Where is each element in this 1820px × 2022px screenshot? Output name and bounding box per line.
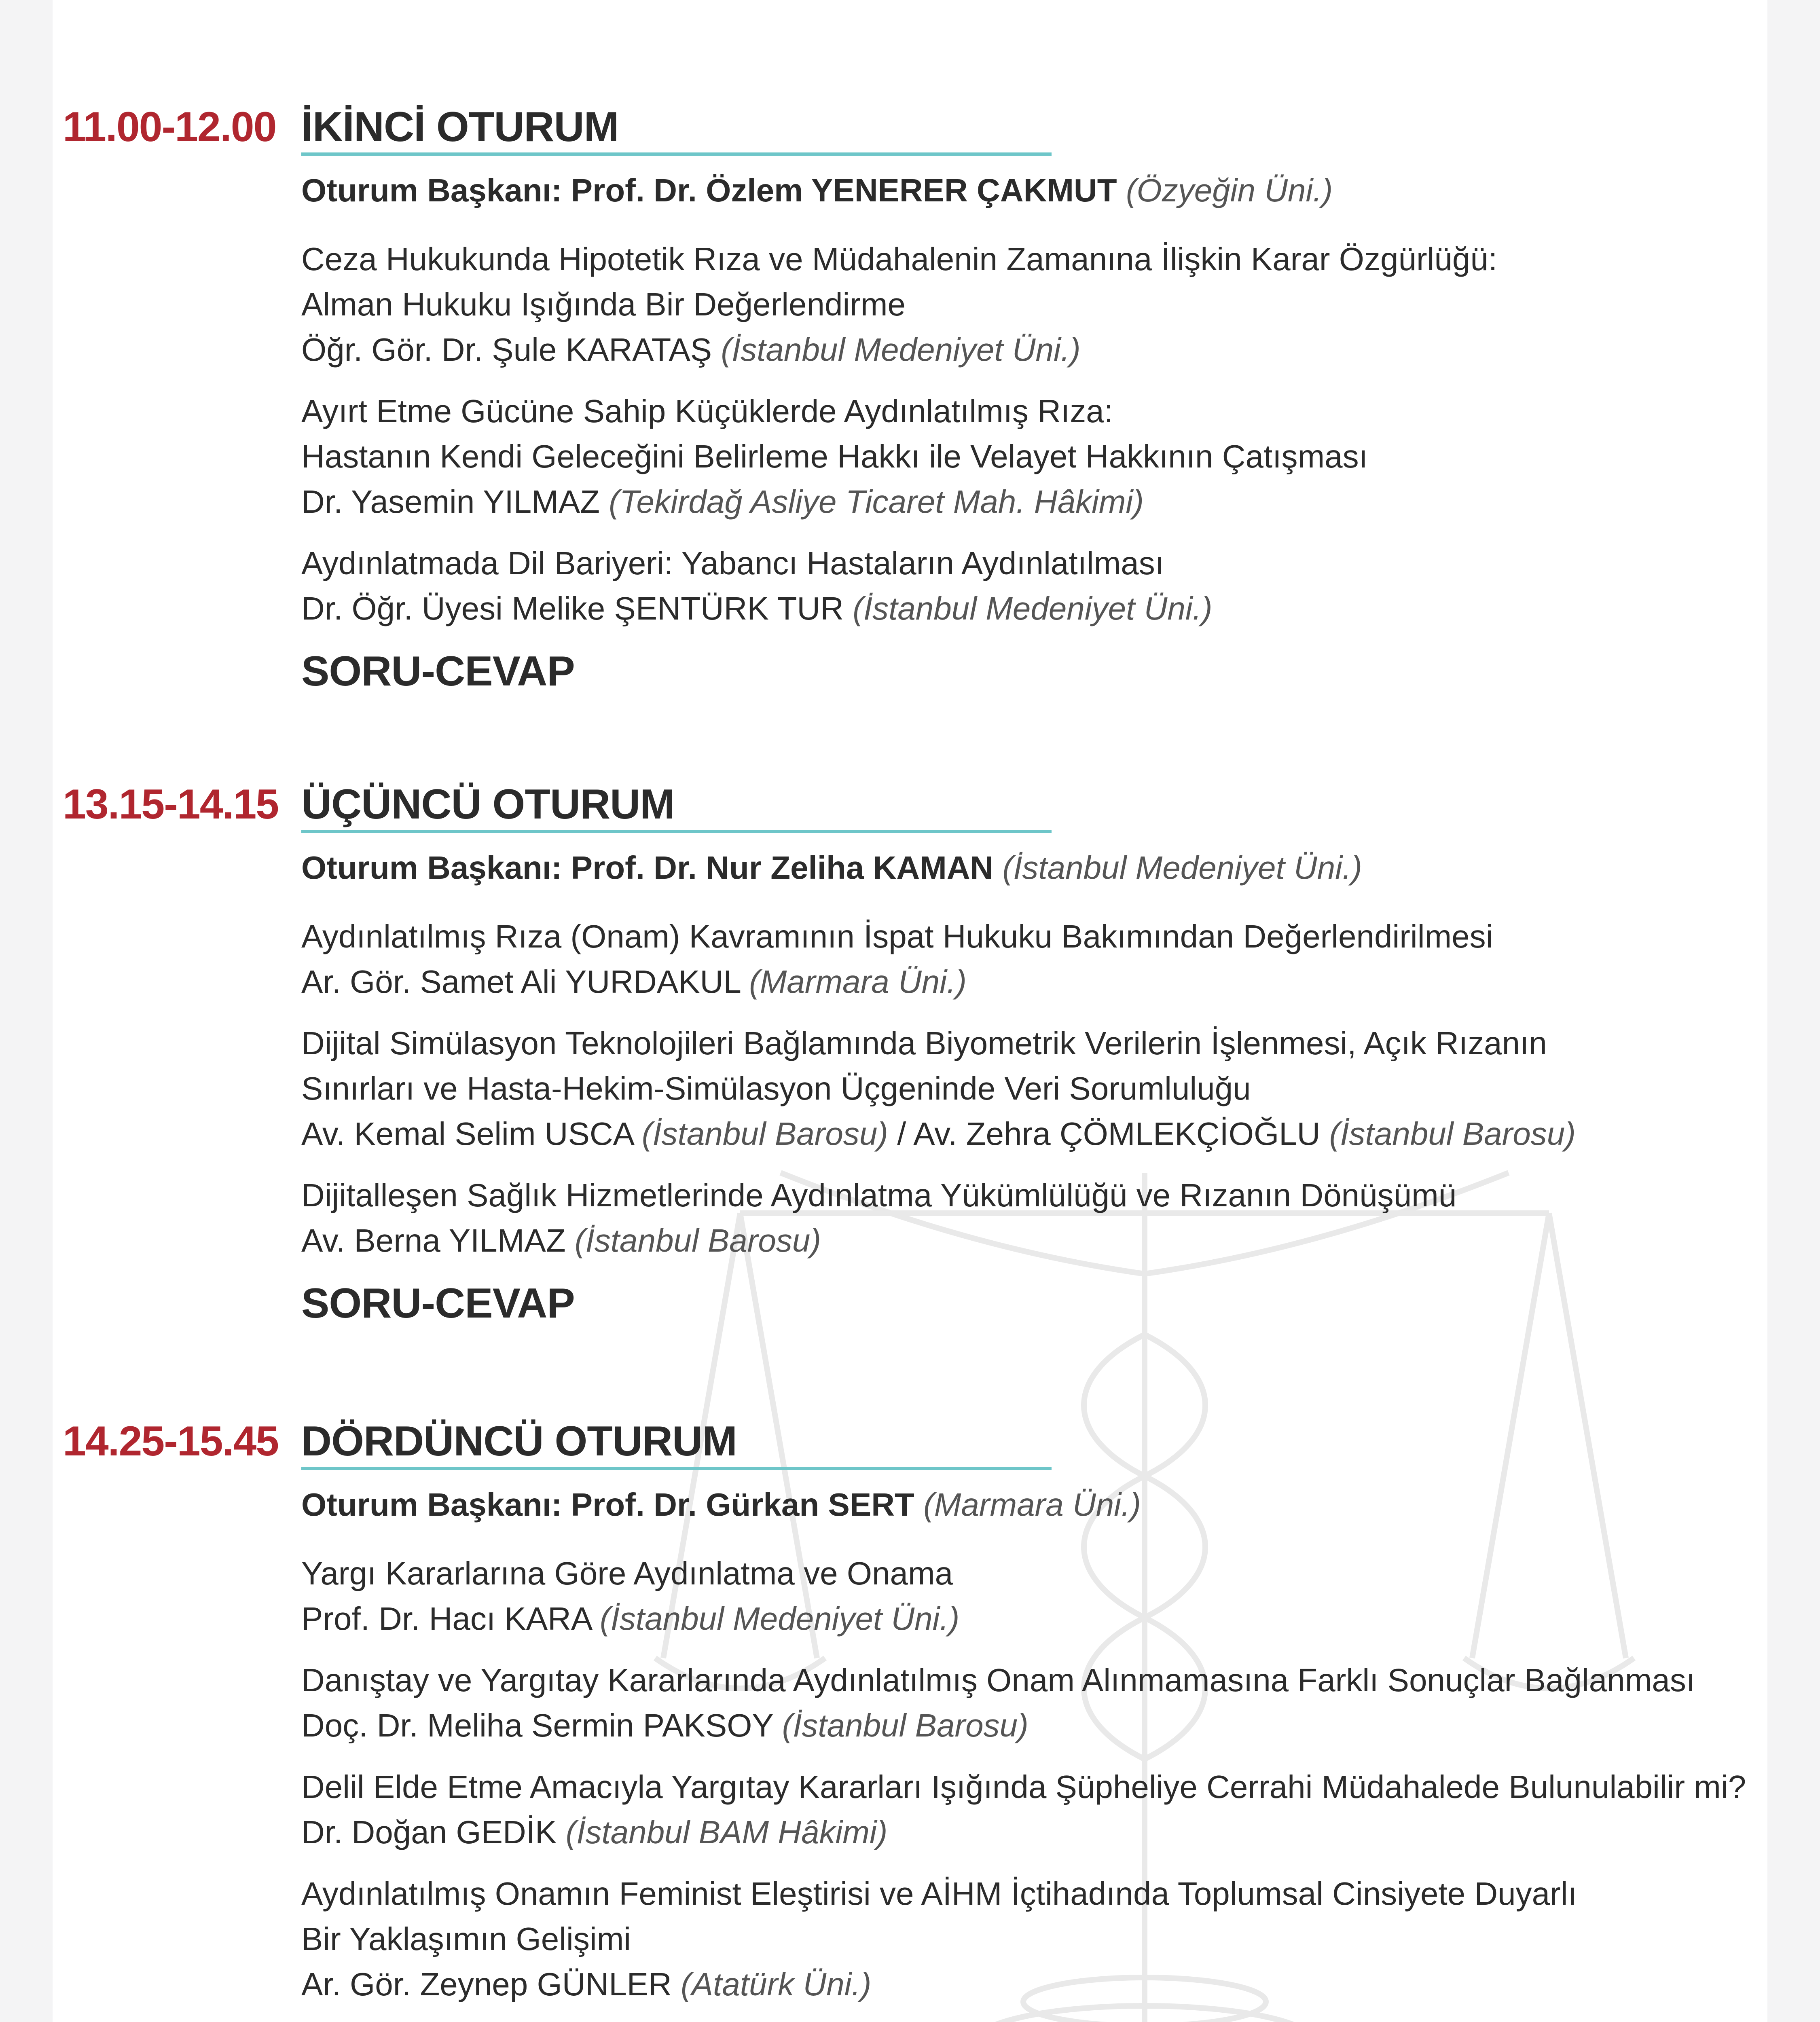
chair-name: Oturum Başkanı: Prof. Dr. Özlem YENERER ÇAKMUT bbox=[301, 172, 1117, 208]
speaker-affiliation: (İstanbul Medeniyet Üni.) bbox=[600, 1601, 960, 1637]
speaker-affiliation: (Tekirdağ Asliye Ticaret Mah. Hâkimi) bbox=[609, 484, 1144, 520]
speaker-name: Dr. Doğan GEDİK bbox=[301, 1814, 557, 1850]
session-time: 14.25-15.45 bbox=[63, 1418, 279, 1465]
chair-name: Oturum Başkanı: Prof. Dr. Gürkan SERT bbox=[301, 1487, 914, 1523]
speaker-name: Av. Zehra ÇÖMLEKÇİOĞLU bbox=[913, 1116, 1321, 1152]
speaker-affiliation: (Marmara Üni.) bbox=[749, 964, 967, 1000]
speaker-name: Dr. Öğr. Üyesi Melike ŞENTÜRK TUR bbox=[301, 590, 844, 626]
talk-title-line: Delil Elde Etme Amacıyla Yargıtay Kararları Işığında Şüpheliye Cerrahi Müdahalede Bulunulabilir mi? bbox=[301, 1769, 1746, 1805]
talk-title-line: Dijitalleşen Sağlık Hizmetlerinde Aydınlatma Yükümlülüğü ve Rızanın Dönüşümü bbox=[301, 1177, 1457, 1213]
speaker-affiliation: (İstanbul Barosu) bbox=[641, 1116, 888, 1152]
talk-speaker bbox=[301, 1218, 1798, 1263]
session-chair bbox=[301, 1486, 1141, 1523]
talk-title-line: Ayırt Etme Gücüne Sahip Küçüklerde Aydınlatılmış Rıza: bbox=[301, 393, 1113, 429]
session-time: 13.15-14.15 bbox=[63, 781, 279, 828]
talk-item bbox=[301, 1551, 1798, 1641]
talk-item bbox=[301, 1764, 1798, 1855]
session-chair bbox=[301, 849, 1362, 886]
speaker-affiliation: (İstanbul Medeniyet Üni.) bbox=[853, 590, 1213, 626]
talk-item bbox=[301, 1658, 1798, 1748]
talk-title-line: Danıştay ve Yargıtay Kararlarında Aydınlatılmış Onam Alınmamasına Farklı Sonuçlar Bağlanması bbox=[301, 1662, 1695, 1698]
speaker-affiliation: (İstanbul Barosu) bbox=[574, 1223, 821, 1258]
talk-speaker bbox=[301, 1962, 1798, 2007]
talk-speaker bbox=[301, 1596, 1798, 1641]
speaker-name: Ar. Gör. Zeynep GÜNLER bbox=[301, 1966, 672, 2002]
talk-item bbox=[301, 1173, 1798, 1263]
speaker-name: Prof. Dr. Hacı KARA bbox=[301, 1601, 591, 1637]
chair-name: Oturum Başkanı: Prof. Dr. Nur Zeliha KAMAN bbox=[301, 850, 994, 886]
speaker-affiliation: (İstanbul Medeniyet Üni.) bbox=[721, 332, 1081, 368]
talk-speaker bbox=[301, 479, 1798, 525]
talk-title-line: Dijital Simülasyon Teknolojileri Bağlamında Biyometrik Verilerin İşlenmesi, Açık Rızanın bbox=[301, 1025, 1547, 1061]
talk-title-line: Yargı Kararlarına Göre Aydınlatma ve Onama bbox=[301, 1555, 953, 1591]
talk-item bbox=[301, 1021, 1798, 1157]
talk-speaker: Av. Kemal Selim USCA (İstanbul Barosu) / Av. Zehra ÇÖMLEKÇİOĞLU (İstanbul Barosu) bbox=[301, 1116, 1576, 1152]
speaker-name: Dr. Yasemin YILMAZ bbox=[301, 484, 600, 520]
talk-speaker bbox=[301, 1703, 1798, 1748]
talk-title-line: Bir Yaklaşımın Gelişimi bbox=[301, 1921, 631, 1957]
session-chair bbox=[301, 172, 1333, 209]
talk-title-line: Aydınlatılmış Rıza (Onam) Kavramının İspat Hukuku Bakımından Değerlendirilmesi bbox=[301, 918, 1493, 954]
session-title: DÖRDÜNCÜ OTURUM bbox=[301, 1418, 737, 1465]
talk-title-line: Ceza Hukukunda Hipotetik Rıza ve Müdahalenin Zamanına İlişkin Karar Özgürlüğü: bbox=[301, 241, 1498, 277]
talk-item bbox=[301, 541, 1798, 631]
speaker-name: Ar. Gör. Samet Ali YURDAKUL bbox=[301, 964, 740, 1000]
talk-list bbox=[301, 237, 1798, 696]
title-rule bbox=[301, 830, 1052, 833]
session-title: ÜÇÜNCÜ OTURUM bbox=[301, 781, 675, 828]
talk-item bbox=[301, 1871, 1798, 2007]
talk-speaker bbox=[301, 586, 1798, 631]
chair-affiliation: (Özyeğin Üni.) bbox=[1126, 172, 1333, 208]
talk-title-line: Hastanın Kendi Geleceğini Belirleme Hakkı ile Velayet Hakkının Çatışması bbox=[301, 438, 1368, 474]
speaker-name: Doç. Dr. Meliha Sermin PAKSOY bbox=[301, 1707, 773, 1743]
chair-affiliation: (İstanbul Medeniyet Üni.) bbox=[1002, 850, 1362, 886]
talk-title-line: Aydınlatmada Dil Bariyeri: Yabancı Hastaların Aydınlatılması bbox=[301, 545, 1164, 581]
talk-speaker bbox=[301, 1810, 1798, 1855]
talk-speaker bbox=[301, 327, 1798, 372]
qa-label: SORU-CEVAP bbox=[301, 1280, 575, 1327]
speaker-name: Av. Berna YILMAZ bbox=[301, 1223, 566, 1258]
speaker-affiliation: (İstanbul BAM Hâkimi) bbox=[565, 1814, 888, 1850]
title-rule bbox=[301, 152, 1052, 156]
talk-title-line: Aydınlatılmış Onamın Feminist Eleştirisi ve AİHM İçtihadında Toplumsal Cinsiyete Duyarlı bbox=[301, 1876, 1577, 1912]
session-time: 11.00-12.00 bbox=[63, 104, 276, 150]
speaker-name: Öğr. Gör. Dr. Şule KARATAŞ bbox=[301, 332, 712, 368]
talk-item bbox=[301, 237, 1798, 372]
talk-title-line: Sınırları ve Hasta-Hekim-Simülasyon Üçgeninde Veri Sorumluluğu bbox=[301, 1070, 1251, 1106]
speaker-affiliation: (Atatürk Üni.) bbox=[681, 1966, 872, 2002]
talk-title-line: Alman Hukuku Işığında Bir Değerlendirme bbox=[301, 286, 906, 322]
speaker-name: Av. Kemal Selim USCA bbox=[301, 1116, 633, 1152]
speaker-affiliation: (İstanbul Barosu) bbox=[782, 1707, 1029, 1743]
talk-item bbox=[301, 389, 1798, 525]
speaker-affiliation: (İstanbul Barosu) bbox=[1329, 1116, 1576, 1152]
talk-list bbox=[301, 914, 1798, 1328]
qa-label: SORU-CEVAP bbox=[301, 648, 575, 695]
session-title: İKİNCİ OTURUM bbox=[301, 104, 619, 150]
talk-speaker bbox=[301, 959, 1798, 1005]
talk-list bbox=[301, 1551, 1798, 2022]
talk-item bbox=[301, 914, 1798, 1005]
chair-affiliation: (Marmara Üni.) bbox=[923, 1487, 1141, 1523]
title-rule bbox=[301, 1467, 1052, 1470]
